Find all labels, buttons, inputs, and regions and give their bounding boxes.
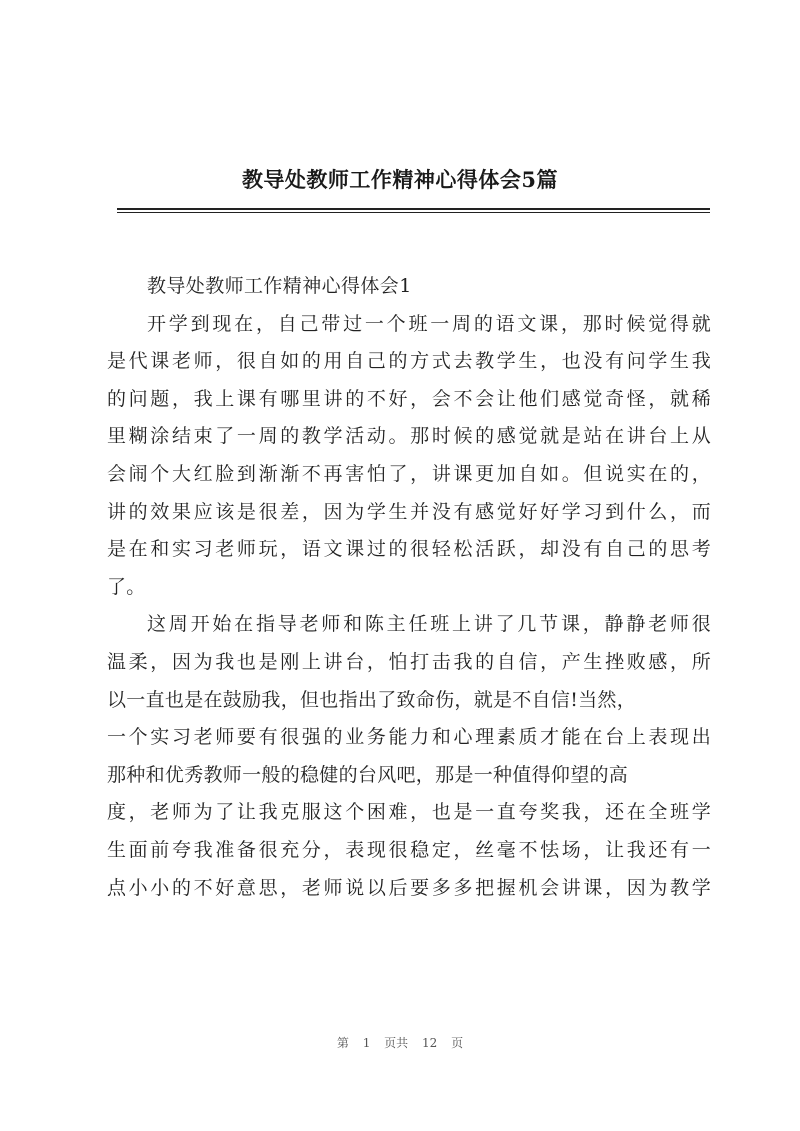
paragraph-line: 一个实习老师要有很强的业务能力和心理素质才能在台上表现出 [107, 726, 711, 749]
document-body [107, 268, 711, 907]
paragraph-line: 那种和优秀教师一般的稳健的台风吧，那是一种值得仰望的高 [107, 763, 629, 786]
paragraph-line: 是在和实习老师玩，语文课过的很轻松活跃，却没有自己的思考 [107, 538, 711, 561]
document-title: 教导处教师工作精神心得体会5篇 [241, 167, 559, 192]
footer-middle: 页共 [384, 1036, 409, 1050]
paragraph-line: 点小小的不好意思，老师说以后要多多把握机会讲课，因为教学 [107, 876, 711, 899]
paragraph-line: 这周开始在指导老师和陈主任班上讲了几节课，静静老师很 [147, 613, 711, 636]
title-divider [117, 208, 710, 213]
paragraph-line: 以一直也是在鼓励我，但也指出了致命伤，就是不自信!当然， [107, 688, 637, 711]
paragraph-line: 讲的效果应该是很差，因为学生并没有感觉好好学习到什么，而 [107, 500, 711, 523]
paragraph-line: 了。 [107, 575, 146, 598]
paragraph-line: 生面前夸我准备很充分，表现很稳定，丝毫不怯场，让我还有一 [107, 838, 711, 861]
paragraph-line: 的问题，我上课有哪里讲的不好，会不会让他们感觉奇怪，就稀 [107, 387, 711, 410]
footer-total-pages: 12 [422, 1036, 438, 1050]
page-footer [0, 1034, 800, 1051]
footer-page-number: 1 [362, 1036, 371, 1050]
paragraph-line: 度，老师为了让我克服这个困难，也是一直夸奖我，还在全班学 [107, 801, 711, 824]
paragraph-line: 温柔，因为我也是刚上讲台，怕打击我的自信，产生挫败感，所 [107, 650, 711, 673]
paragraph-line: 会闹个大红脸到渐渐不再害怕了，讲课更加自如。但说实在的， [107, 462, 711, 485]
footer-suffix: 页 [451, 1036, 464, 1050]
section-heading: 教导处教师工作精神心得体会1 [147, 275, 412, 297]
paragraph-line: 里糊涂结束了一周的教学活动。那时候的感觉就是站在讲台上从 [107, 425, 711, 448]
paragraph-line: 开学到现在，自己带过一个班一周的语文课，那时候觉得就 [147, 312, 711, 335]
footer-prefix: 第 [336, 1036, 349, 1050]
paragraph-line: 是代课老师，很自如的用自己的方式去教学生，也没有问学生我 [107, 350, 711, 373]
